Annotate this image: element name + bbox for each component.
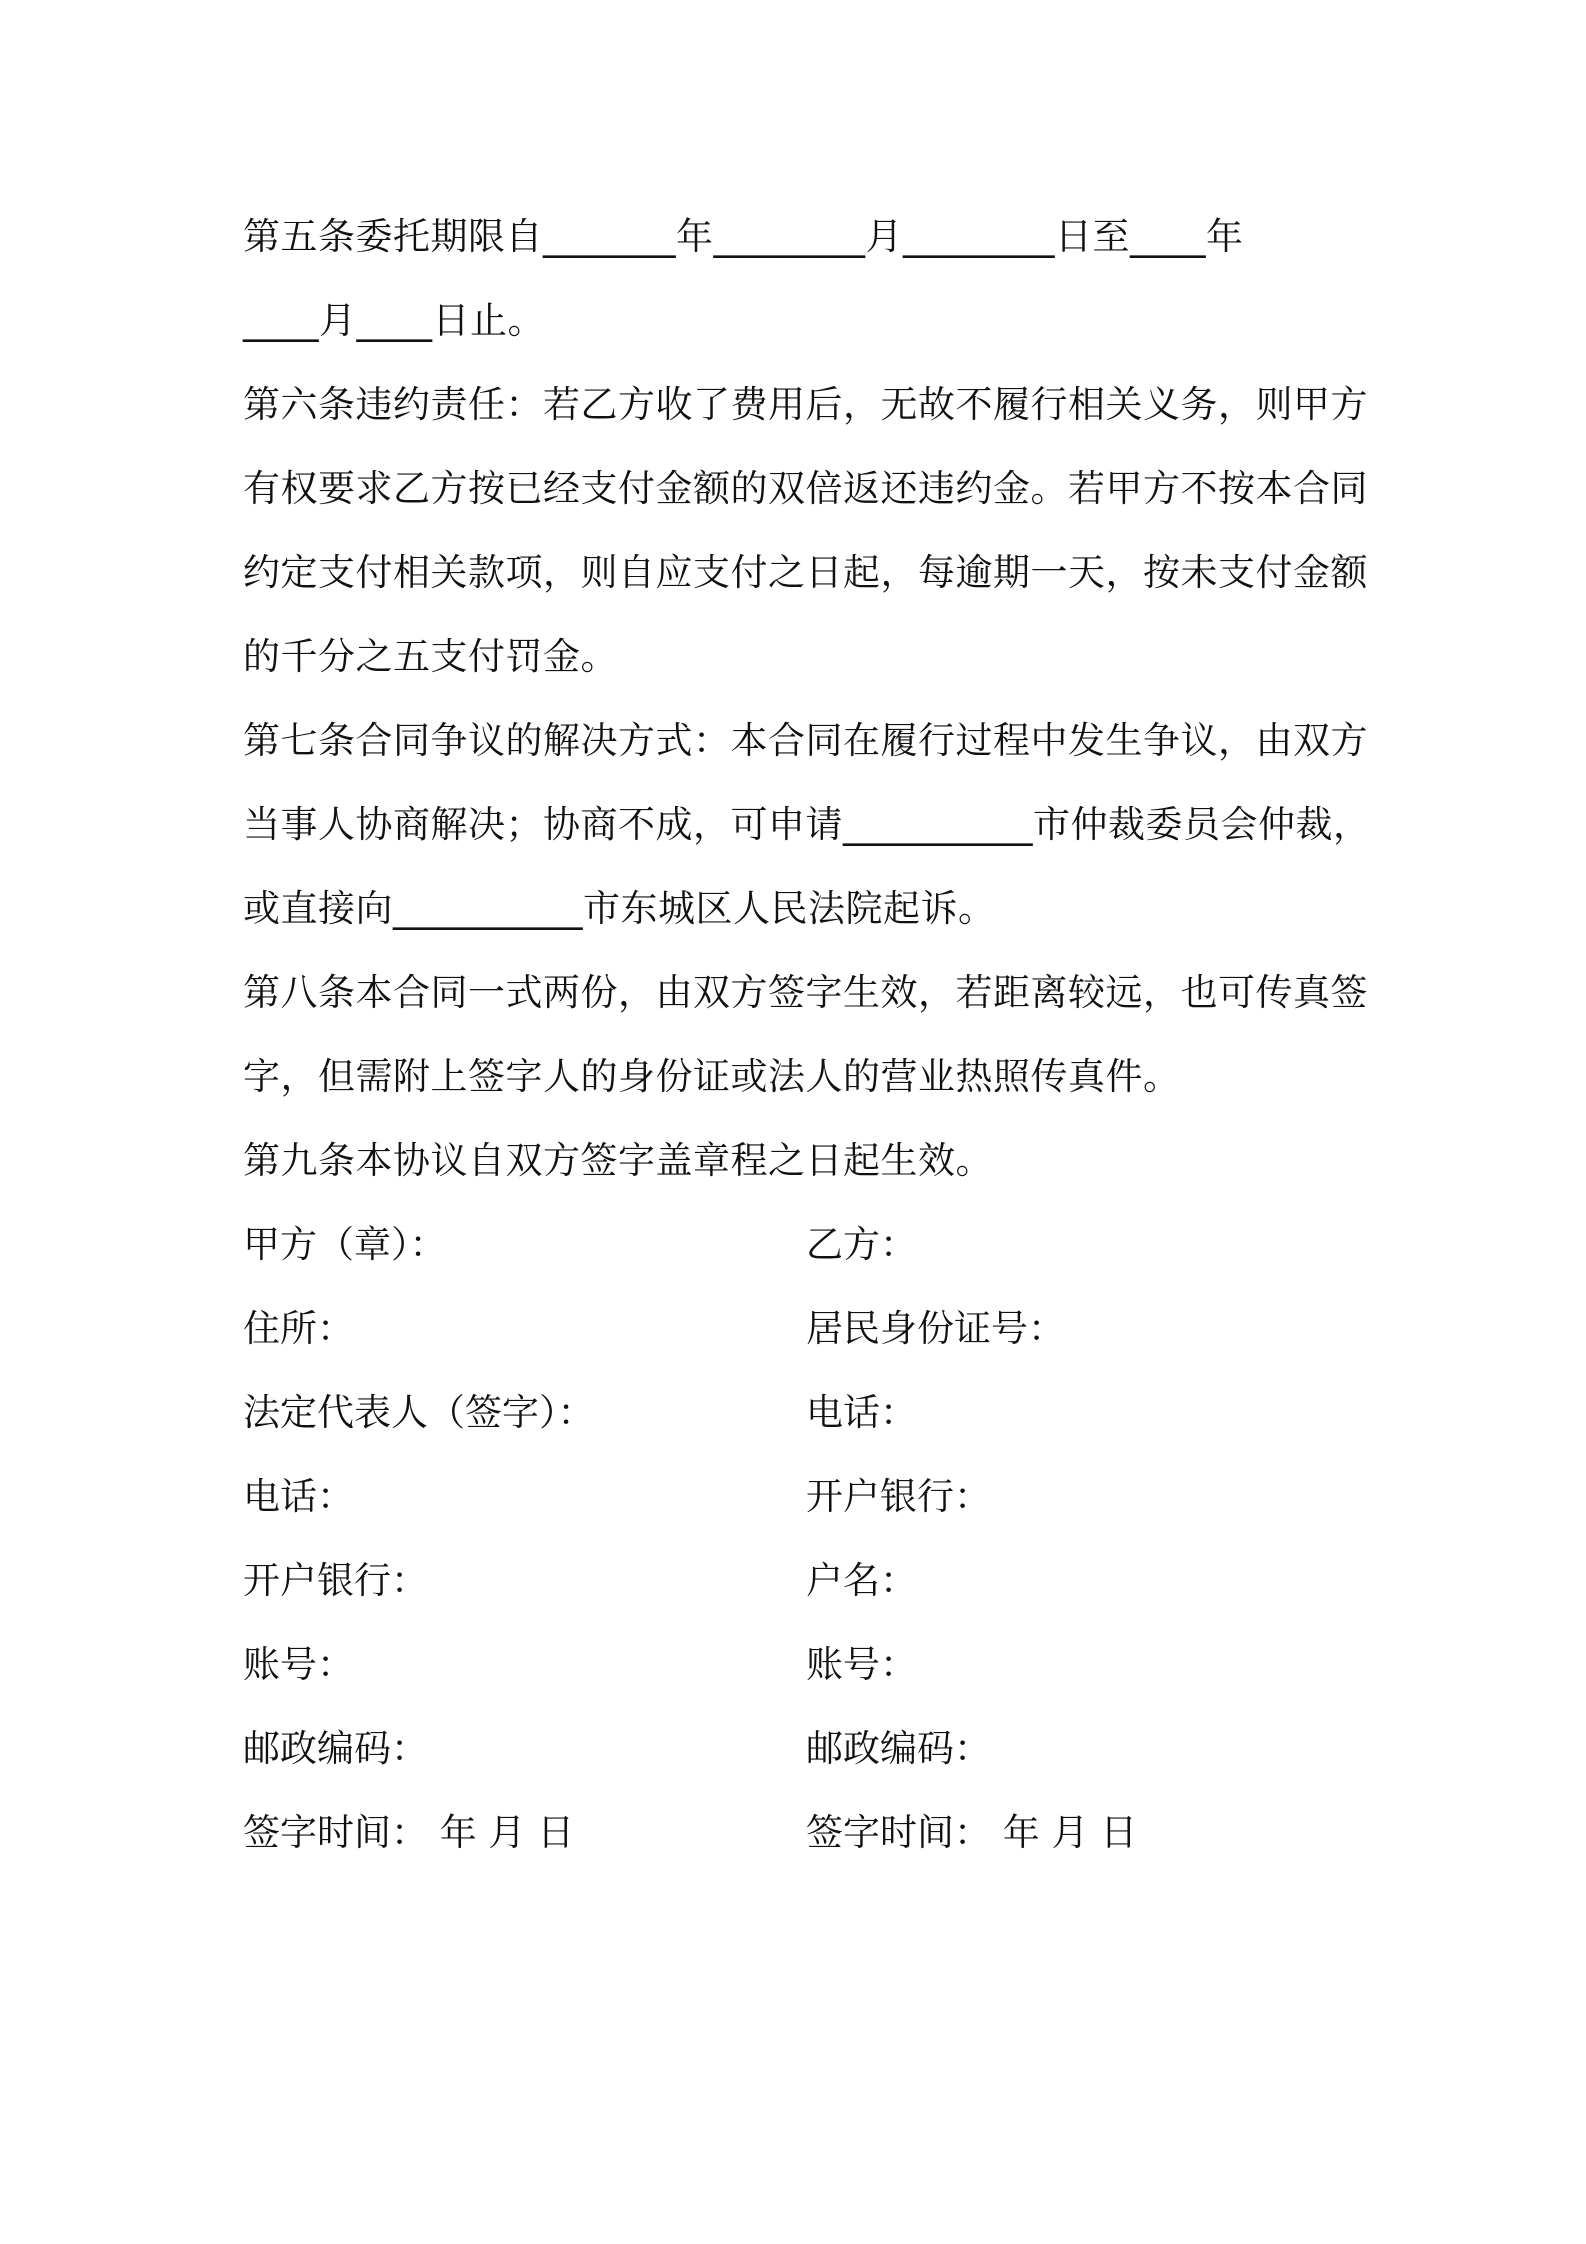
article-7-line-2: 当事人协商解决；协商不成，可申请__________市仲裁委员会仲裁， [243, 803, 1371, 846]
article-5 [243, 195, 1373, 363]
party-b-account-name-label: 户名： [806, 1559, 917, 1602]
article-7-line-3: 或直接向__________市东城区人民法院起诉。 [243, 887, 996, 930]
signature-block [243, 1203, 1373, 1875]
article-6-line-4: 的千分之五支付罚金。 [243, 635, 618, 678]
article-5-line-1: 第五条委托期限自_______年________月________日至____年 [243, 215, 1244, 258]
article-7 [243, 699, 1373, 951]
article-6-line-2: 有权要求乙方按已经支付金额的双倍返还违约金。若甲方不按本合同 [243, 467, 1368, 510]
article-6 [243, 363, 1373, 699]
party-b-label: 乙方： [806, 1223, 917, 1266]
article-8-line-2: 字，但需附上签字人的身份证或法人的营业热照传真件。 [243, 1055, 1181, 1098]
article-9 [243, 1119, 1373, 1203]
party-b-id-number-label: 居民身份证号： [806, 1307, 1065, 1350]
party-a-postcode-label: 邮政编码： [243, 1727, 428, 1770]
party-a-phone-label: 电话： [243, 1475, 354, 1518]
article-5-line-2: ____月____日止。 [243, 299, 545, 342]
party-b-sign-date-label: 签字时间： 年 月 日 [806, 1811, 1138, 1854]
contract-body [243, 195, 1373, 1875]
party-a-seal-label: 甲方（章）： [243, 1223, 447, 1266]
article-7-line-1: 第七条合同争议的解决方式：本合同在履行过程中发生争议，由双方 [243, 719, 1368, 762]
party-a-account-label: 账号： [243, 1643, 354, 1686]
article-6-line-3: 约定支付相关款项，则自应支付之日起，每逾期一天，按未支付金额 [243, 551, 1368, 594]
article-8 [243, 951, 1373, 1119]
party-a-sign-date-label: 签字时间： 年 月 日 [243, 1811, 575, 1854]
party-b-account-label: 账号： [806, 1643, 917, 1686]
party-a-bank-label: 开户银行： [243, 1559, 428, 1602]
article-6-line-1: 第六条违约责任：若乙方收了费用后，无故不履行相关义务，则甲方 [243, 383, 1368, 426]
article-9-line-1: 第九条本协议自双方签字盖章程之日起生效。 [243, 1139, 993, 1182]
party-b-phone-label: 电话： [806, 1391, 917, 1434]
party-a-address-label: 住所： [243, 1307, 354, 1350]
party-b-postcode-label: 邮政编码： [806, 1727, 991, 1770]
party-b-bank-label: 开户银行： [806, 1475, 991, 1518]
article-8-line-1: 第八条本合同一式两份，由双方签字生效，若距离较远，也可传真签 [243, 971, 1368, 1014]
party-a-legal-rep-label: 法定代表人（签字）： [243, 1391, 595, 1434]
